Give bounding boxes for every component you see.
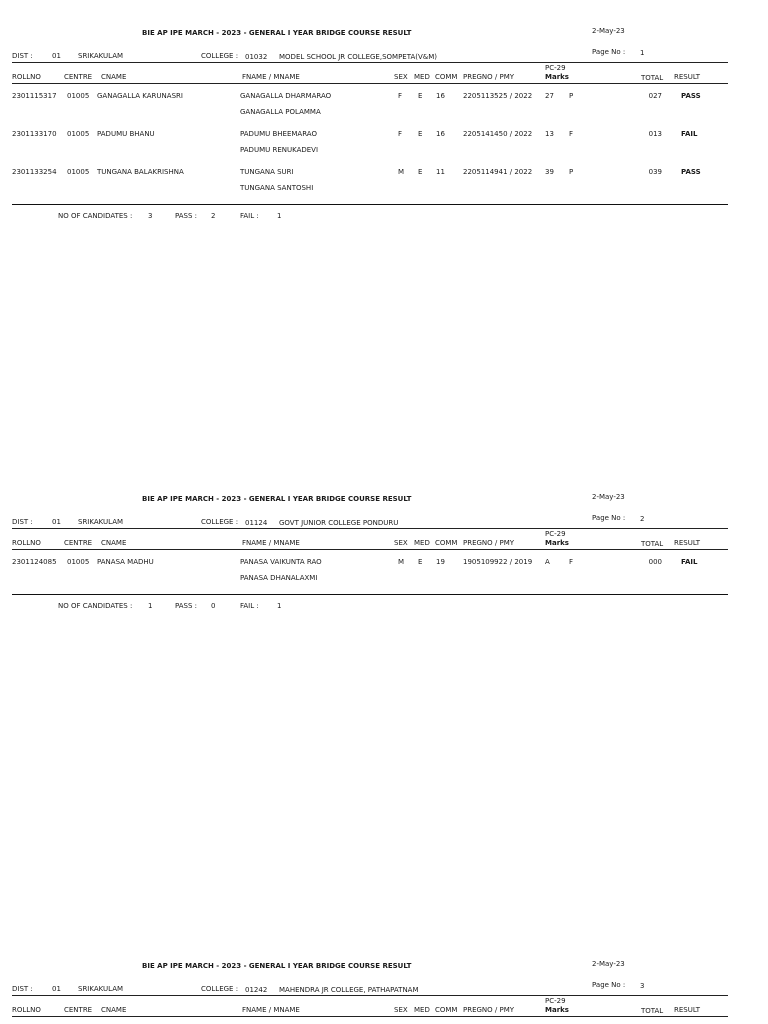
dist-code: 01	[52, 985, 61, 993]
col-marks: Marks	[545, 1006, 569, 1014]
col-cname: CNAME	[101, 1006, 127, 1014]
cell-total: 027	[648, 92, 662, 100]
col-total: TOTAL	[641, 1007, 664, 1015]
dist-label: DIST :	[12, 518, 33, 526]
cell-cname: PANASA MADHU	[97, 558, 154, 566]
page-no: 2	[640, 515, 645, 523]
col-med: MED	[414, 1006, 430, 1014]
cell-total: 013	[648, 130, 662, 138]
page-no: 3	[640, 982, 645, 990]
cell-cname: TUNGANA BALAKRISHNA	[97, 168, 184, 176]
col-fname-mname: FNAME / MNAME	[242, 1006, 300, 1014]
cell-total: 039	[648, 168, 662, 176]
fail-label: FAIL :	[240, 602, 259, 610]
report-date: 2-May-23	[592, 493, 625, 501]
cell-cname: GANAGALLA KARUNASRI	[97, 92, 183, 100]
pass-label: PASS :	[175, 602, 198, 610]
college-name: MODEL SCHOOL JR COLLEGE,SOMPETA(V&M)	[279, 53, 437, 61]
cell-mname: TUNGANA SANTOSHI	[240, 184, 314, 192]
cell-centre: 01005	[67, 92, 90, 100]
cell-centre: 01005	[67, 558, 90, 566]
cell-pregno: 2205113525 / 2022	[463, 92, 533, 100]
col-sex: SEX	[394, 73, 408, 81]
cell-marks: 13	[545, 130, 554, 138]
cell-fname: PANASA VAIKUNTA RAO	[240, 558, 322, 566]
col-pregno: PREGNO / PMY	[463, 539, 515, 547]
header-top-rule	[12, 995, 728, 996]
dist-code: 01	[52, 52, 61, 60]
col-cname: CNAME	[101, 539, 127, 547]
report-date: 2-May-23	[592, 960, 625, 968]
candidates-count: 3	[148, 212, 153, 220]
cell-subject-status: F	[569, 558, 574, 566]
col-rollno: ROLLNO	[12, 539, 41, 547]
cell-result: FAIL	[681, 130, 698, 138]
col-comm: COMM	[435, 73, 458, 81]
col-marks: Marks	[545, 73, 569, 81]
college-code: 01032	[245, 53, 268, 61]
cell-med: E	[418, 92, 423, 100]
col-rollno: ROLLNO	[12, 1006, 41, 1014]
cell-cname: PADUMU BHANU	[97, 130, 155, 138]
pass-count: 0	[211, 602, 216, 610]
cell-comm: 16	[436, 130, 445, 138]
cell-sex: M	[398, 558, 405, 566]
cell-total: 000	[648, 558, 662, 566]
header-top-rule	[12, 528, 728, 529]
col-cname: CNAME	[101, 73, 127, 81]
report-title: BIE AP IPE MARCH - 2023 - GENERAL I YEAR BRIDGE COURSE RESULT	[142, 495, 412, 503]
table-bottom-rule	[12, 204, 728, 205]
cell-centre: 01005	[67, 168, 90, 176]
cell-comm: 19	[436, 558, 445, 566]
cell-sex: M	[398, 168, 405, 176]
cell-result: PASS	[681, 92, 701, 100]
col-result: RESULT	[674, 539, 701, 547]
college-label: COLLEGE :	[201, 518, 239, 526]
cell-pregno: 2205114941 / 2022	[463, 168, 533, 176]
cell-subject-status: P	[569, 92, 574, 100]
col-med: MED	[414, 539, 430, 547]
cell-pregno: 2205141450 / 2022	[463, 130, 533, 138]
col-rollno: ROLLNO	[12, 73, 41, 81]
col-result: RESULT	[674, 1006, 701, 1014]
cell-result: PASS	[681, 168, 701, 176]
cell-med: E	[418, 168, 423, 176]
page-no-label: Page No :	[592, 981, 626, 989]
col-centre: CENTRE	[64, 539, 93, 547]
report-title: BIE AP IPE MARCH - 2023 - GENERAL I YEAR BRIDGE COURSE RESULT	[142, 962, 412, 970]
cell-med: E	[418, 130, 423, 138]
cell-pregno: 1905109922 / 2019	[463, 558, 533, 566]
header-bottom-rule	[12, 83, 728, 84]
col-centre: CENTRE	[64, 73, 93, 81]
col-fname-mname: FNAME / MNAME	[242, 73, 300, 81]
col-comm: COMM	[435, 539, 458, 547]
pass-label: PASS :	[175, 212, 198, 220]
cell-rollno: 2301124085	[12, 558, 57, 566]
college-name: GOVT JUNIOR COLLEGE PONDURU	[279, 519, 399, 527]
cell-mname: PANASA DHANALAXMI	[240, 574, 318, 582]
col-total: TOTAL	[641, 540, 664, 548]
cell-subject-status: P	[569, 168, 574, 176]
pc-header: PC-29	[545, 530, 566, 538]
page-no-label: Page No :	[592, 48, 626, 56]
col-fname-mname: FNAME / MNAME	[242, 539, 300, 547]
cell-subject-status: F	[569, 130, 574, 138]
cell-marks: A	[545, 558, 550, 566]
report-title: BIE AP IPE MARCH - 2023 - GENERAL I YEAR BRIDGE COURSE RESULT	[142, 29, 412, 37]
col-result: RESULT	[674, 73, 701, 81]
pass-count: 2	[211, 212, 216, 220]
cell-rollno: 2301133254	[12, 168, 57, 176]
cell-marks: 39	[545, 168, 554, 176]
col-centre: CENTRE	[64, 1006, 93, 1014]
dist-label: DIST :	[12, 985, 33, 993]
header-top-rule	[12, 62, 728, 63]
col-med: MED	[414, 73, 430, 81]
cell-centre: 01005	[67, 130, 90, 138]
cell-comm: 16	[436, 92, 445, 100]
cell-mname: GANAGALLA POLAMMA	[240, 108, 321, 116]
pc-header: PC-29	[545, 997, 566, 1005]
report-date: 2-May-23	[592, 27, 625, 35]
candidates-label: NO OF CANDIDATES :	[58, 602, 133, 610]
college-label: COLLEGE :	[201, 52, 239, 60]
col-sex: SEX	[394, 1006, 408, 1014]
dist-code: 01	[52, 518, 61, 526]
college-label: COLLEGE :	[201, 985, 239, 993]
pc-header: PC-29	[545, 64, 566, 72]
dist-name: SRIKAKULAM	[78, 518, 124, 526]
col-total: TOTAL	[641, 74, 664, 82]
cell-sex: F	[398, 130, 403, 138]
cell-marks: 27	[545, 92, 554, 100]
cell-comm: 11	[436, 168, 445, 176]
page-no-label: Page No :	[592, 514, 626, 522]
cell-sex: F	[398, 92, 403, 100]
col-marks: Marks	[545, 539, 569, 547]
candidates-count: 1	[148, 602, 153, 610]
dist-name: SRIKAKULAM	[78, 52, 124, 60]
dist-label: DIST :	[12, 52, 33, 60]
page-no: 1	[640, 49, 645, 57]
cell-fname: TUNGANA SURI	[240, 168, 294, 176]
college-code: 01242	[245, 986, 268, 994]
cell-result: FAIL	[681, 558, 698, 566]
cell-med: E	[418, 558, 423, 566]
col-pregno: PREGNO / PMY	[463, 73, 515, 81]
fail-count: 1	[277, 602, 282, 610]
col-sex: SEX	[394, 539, 408, 547]
header-bottom-rule	[12, 549, 728, 550]
cell-mname: PADUMU RENUKADEVI	[240, 146, 319, 154]
cell-fname: PADUMU BHEEMARAO	[240, 130, 317, 138]
dist-name: SRIKAKULAM	[78, 985, 124, 993]
cell-fname: GANAGALLA DHARMARAO	[240, 92, 332, 100]
college-name: MAHENDRA JR COLLEGE, PATHAPATNAM	[279, 986, 419, 994]
fail-label: FAIL :	[240, 212, 259, 220]
table-bottom-rule	[12, 594, 728, 595]
col-comm: COMM	[435, 1006, 458, 1014]
header-bottom-rule	[12, 1016, 728, 1017]
col-pregno: PREGNO / PMY	[463, 1006, 515, 1014]
candidates-label: NO OF CANDIDATES :	[58, 212, 133, 220]
cell-rollno: 2301133170	[12, 130, 57, 138]
college-code: 01124	[245, 519, 268, 527]
fail-count: 1	[277, 212, 282, 220]
cell-rollno: 2301115317	[12, 92, 57, 100]
